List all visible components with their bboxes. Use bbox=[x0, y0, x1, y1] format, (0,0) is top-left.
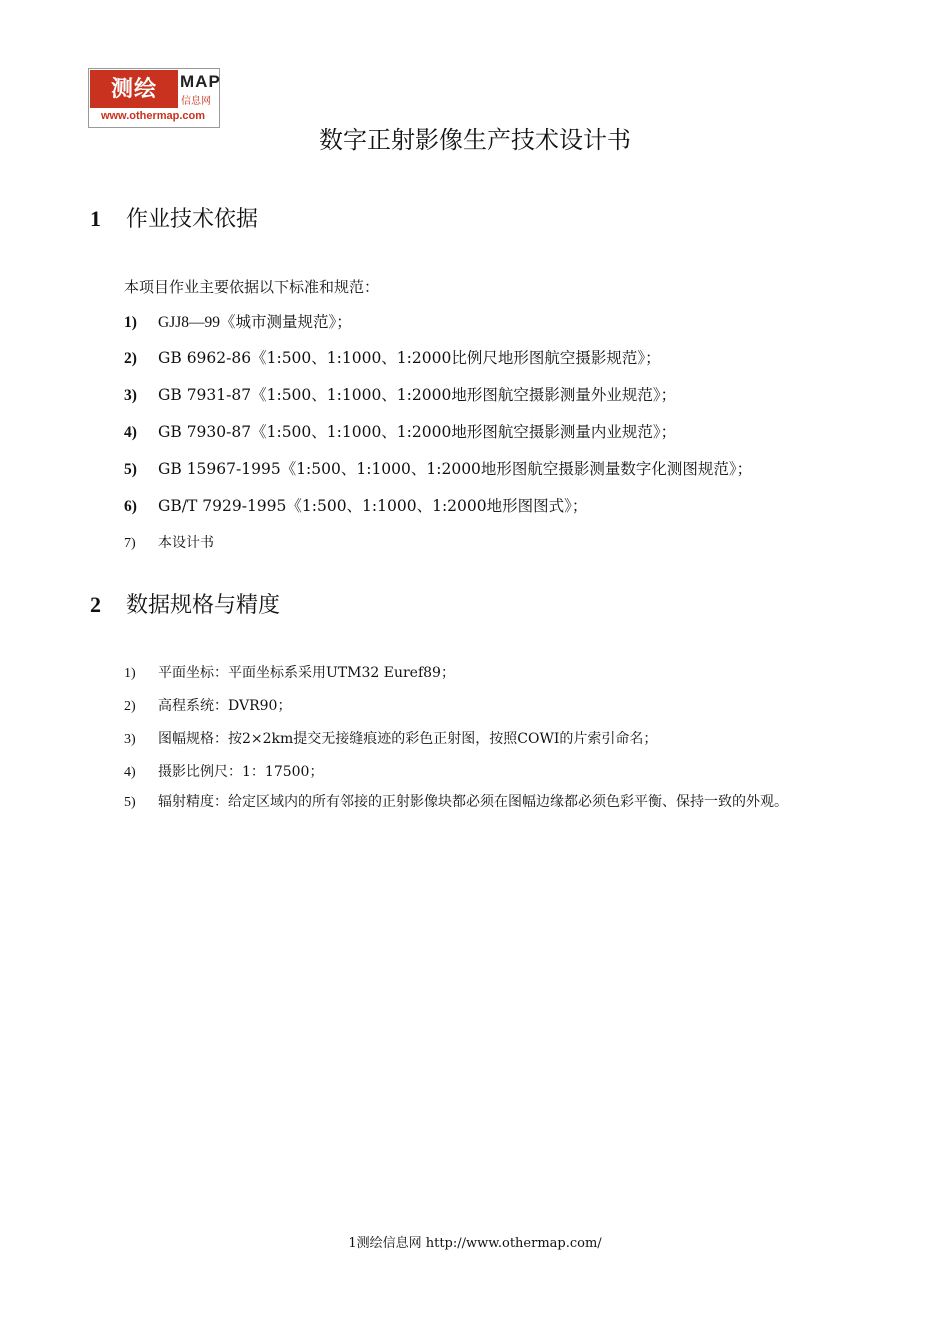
reference-number: 3) bbox=[124, 387, 137, 404]
section-1-title: 作业技术依据 bbox=[126, 207, 259, 232]
reference-text: 本设计书 bbox=[158, 535, 214, 551]
logo-map-text: MAP bbox=[180, 72, 221, 91]
section-1-heading bbox=[90, 202, 258, 233]
reference-text: GB 15967-1995《1:500、1:1000、1:2000地形图航空摄影测量数字化测图规范》； bbox=[158, 460, 753, 478]
section-1-intro: 本项目作业主要依据以下标准和规范： bbox=[124, 278, 380, 296]
reference-text: GB 7930-87《1:500、1:1000、1:2000地形图航空摄影测量内业规范》； bbox=[158, 423, 677, 441]
reference-text: GB 6962-86《1:500、1:1000、1:2000比例尺地形图航空摄影规范》； bbox=[158, 349, 661, 367]
reference-item bbox=[124, 532, 214, 552]
reference-text: GJJ8—99《城市测量规范》； bbox=[158, 314, 352, 331]
reference-text: GB 7931-87《1:500、1:1000、1:2000地形图航空摄影测量外业规范》； bbox=[158, 386, 677, 404]
reference-number: 4) bbox=[124, 424, 137, 441]
reference-number: 6) bbox=[124, 498, 137, 515]
spec-number: 1) bbox=[124, 666, 136, 681]
spec-number: 4) bbox=[124, 765, 136, 780]
spec-text: 平面坐标：平面坐标系采用UTM32 Euref89； bbox=[158, 665, 455, 681]
page-footer: 1测绘信息网 http://www.othermap.com/ bbox=[348, 1236, 602, 1251]
reference-number: 7) bbox=[124, 536, 136, 551]
reference-text: GB/T 7929-1995《1:500、1:1000、1:2000地形图图式》； bbox=[158, 497, 588, 515]
spec-item bbox=[124, 662, 455, 682]
logo-url: www.othermap.com bbox=[100, 110, 206, 122]
reference-number: 5) bbox=[124, 461, 137, 478]
spec-item bbox=[124, 761, 323, 781]
document-title: 数字正射影像生产技术设计书 bbox=[319, 126, 631, 154]
reference-item bbox=[124, 457, 752, 479]
spec-item bbox=[124, 695, 291, 715]
spec-item bbox=[124, 728, 657, 748]
section-2-number: 2 bbox=[90, 592, 101, 617]
section-1-number: 1 bbox=[90, 206, 101, 231]
spec-number: 2) bbox=[124, 699, 136, 714]
section-2-heading bbox=[90, 588, 280, 619]
spec-number: 5) bbox=[124, 795, 136, 810]
reference-item bbox=[124, 420, 676, 442]
logo-subtitle: 信息网 bbox=[181, 96, 211, 107]
logo-chinese-mark: 测绘 bbox=[90, 70, 178, 108]
spec-number: 3) bbox=[124, 732, 136, 747]
site-logo bbox=[88, 68, 220, 128]
reference-item bbox=[124, 346, 661, 368]
section-2-title: 数据规格与精度 bbox=[126, 593, 281, 618]
spec-text: 高程系统：DVR90； bbox=[158, 698, 292, 714]
spec-item bbox=[124, 786, 898, 819]
reference-item bbox=[124, 383, 676, 405]
spec-text: 辐射精度：给定区域内的所有邻接的正射影像块都必须在图幅边缘都必须色彩平衡、保持一致的外观。 bbox=[158, 794, 788, 810]
spec-text: 摄影比例尺：1：17500； bbox=[158, 764, 324, 780]
reference-item bbox=[124, 494, 587, 516]
reference-number: 1) bbox=[124, 314, 137, 331]
reference-item bbox=[124, 310, 352, 332]
reference-number: 2) bbox=[124, 350, 137, 367]
spec-text: 图幅规格：按2×2km提交无接缝痕迹的彩色正射图，按照COWI的片索引命名； bbox=[158, 731, 658, 747]
